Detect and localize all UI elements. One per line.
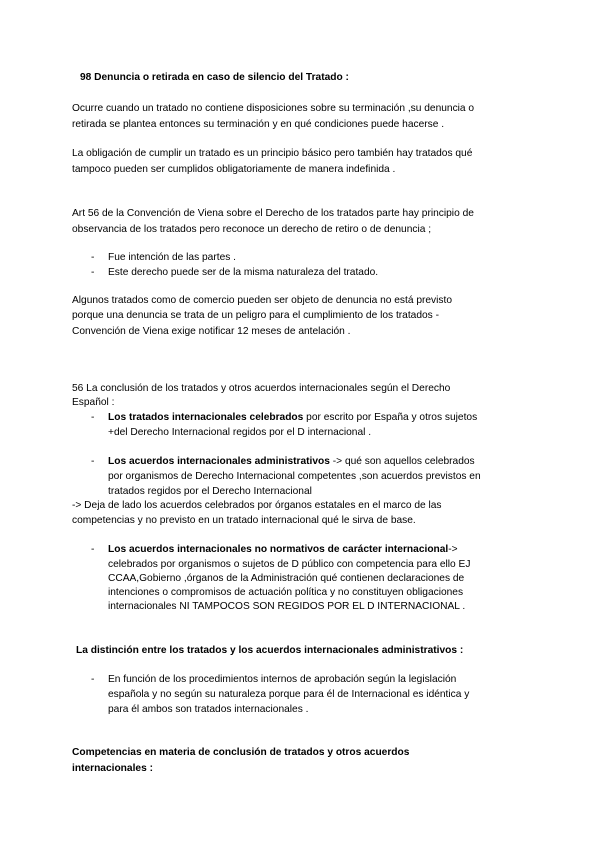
paragraph-line: -> Deja de lado los acuerdos celebrados por órganos estatales en el marco de las — [72, 500, 442, 511]
bold-term: Los tratados internacionales celebrados — [108, 412, 304, 423]
list-item — [108, 542, 458, 557]
list-item-text: -> qué son aquellos celebrados — [329, 456, 475, 467]
heading-98: 98 Denuncia o retirada en caso de silencio del Tratado : — [80, 72, 349, 83]
bullet-dash: - — [91, 674, 95, 685]
list-item — [108, 454, 475, 469]
paragraph-line: Convención de Viena exige notificar 12 meses de antelación . — [72, 326, 351, 337]
bullet-dash: - — [91, 412, 95, 423]
bold-term: Los acuerdos internacionales administrativos — [108, 456, 330, 467]
paragraph-line: Algunos tratados como de comercio pueden ser objeto de denuncia no está previsto — [72, 295, 453, 306]
list-item-line: CCAA,Gobierno ,órganos de la Administración qué contienen declaraciones de — [108, 573, 465, 584]
paragraph-line: porque una denuncia se trata de un peligro para el cumplimiento de los tratados - — [72, 310, 439, 321]
paragraph-line: Ocurre cuando un tratado no contiene disposiciones sobre su terminación ,su denuncia o — [72, 103, 475, 114]
list-item-line: por organismos de Derecho Internacional competentes ,son acuerdos previstos en — [108, 471, 481, 482]
bullet-dash: - — [91, 252, 95, 263]
paragraph-line: 56 La conclusión de los tratados y otros acuerdos internacionales según el Derecho — [72, 383, 451, 394]
list-item — [108, 410, 477, 425]
bold-term: Los acuerdos internacionales no normativos de carácter internacional — [108, 544, 449, 555]
list-item-line: para él ambos son tratados internacionales . — [108, 704, 309, 715]
paragraph-line: Español : — [72, 397, 115, 408]
paragraph-line: tampoco pueden ser cumplidos obligatoriamente de manera indefinida . — [72, 164, 396, 175]
list-item-line: celebrados por organismos o sujetos de D público con competencia para ello EJ — [108, 559, 471, 570]
list-item: Este derecho puede ser de la misma naturaleza del tratado. — [108, 267, 379, 278]
bullet-dash: - — [91, 456, 95, 467]
list-item: En función de los procedimientos internos de aprobación según la legislación — [108, 674, 457, 685]
paragraph-line: retirada se plantea entonces su terminación y en qué condiciones puede hacerse . — [72, 119, 445, 130]
paragraph-line: La obligación de cumplir un tratado es un principio básico pero también hay tratados qué — [72, 148, 473, 159]
list-item-line: tratados regidos por el Derecho Internacional — [108, 486, 312, 497]
paragraph-line: observancia de los tratados pero reconoce un derecho de retiro o de denuncia ; — [72, 224, 432, 235]
heading-competencias-cont: internacionales : — [72, 763, 153, 774]
list-item-line: +del Derecho Internacional regidos por el D internacional . — [108, 427, 372, 438]
list-item-line: intenciones o compromisos de actuación política y no constituyen obligaciones — [108, 587, 464, 598]
bullet-dash: - — [91, 267, 95, 278]
heading-distincion: La distinción entre los tratados y los acuerdos internacionales administrativos : — [76, 645, 464, 656]
list-item-line: española y no según su naturaleza porque para él de Internacional es idéntica y — [108, 689, 470, 700]
list-item-text: -> — [448, 544, 458, 555]
heading-competencias: Competencias en materia de conclusión de tratados y otros acuerdos — [72, 747, 410, 758]
list-item-line: internacionales NI TAMPOCOS SON REGIDOS POR EL D INTERNACIONAL . — [108, 601, 466, 612]
list-item-text: por escrito por España y otros sujetos — [303, 412, 478, 423]
paragraph-line: Art 56 de la Convención de Viena sobre el Derecho de los tratados parte hay principio de — [72, 208, 474, 219]
bullet-dash: - — [91, 544, 95, 555]
list-item: Fue intención de las partes . — [108, 252, 236, 263]
paragraph-line: competencias y no previsto en un tratado internacional qué le sirva de base. — [72, 515, 416, 526]
